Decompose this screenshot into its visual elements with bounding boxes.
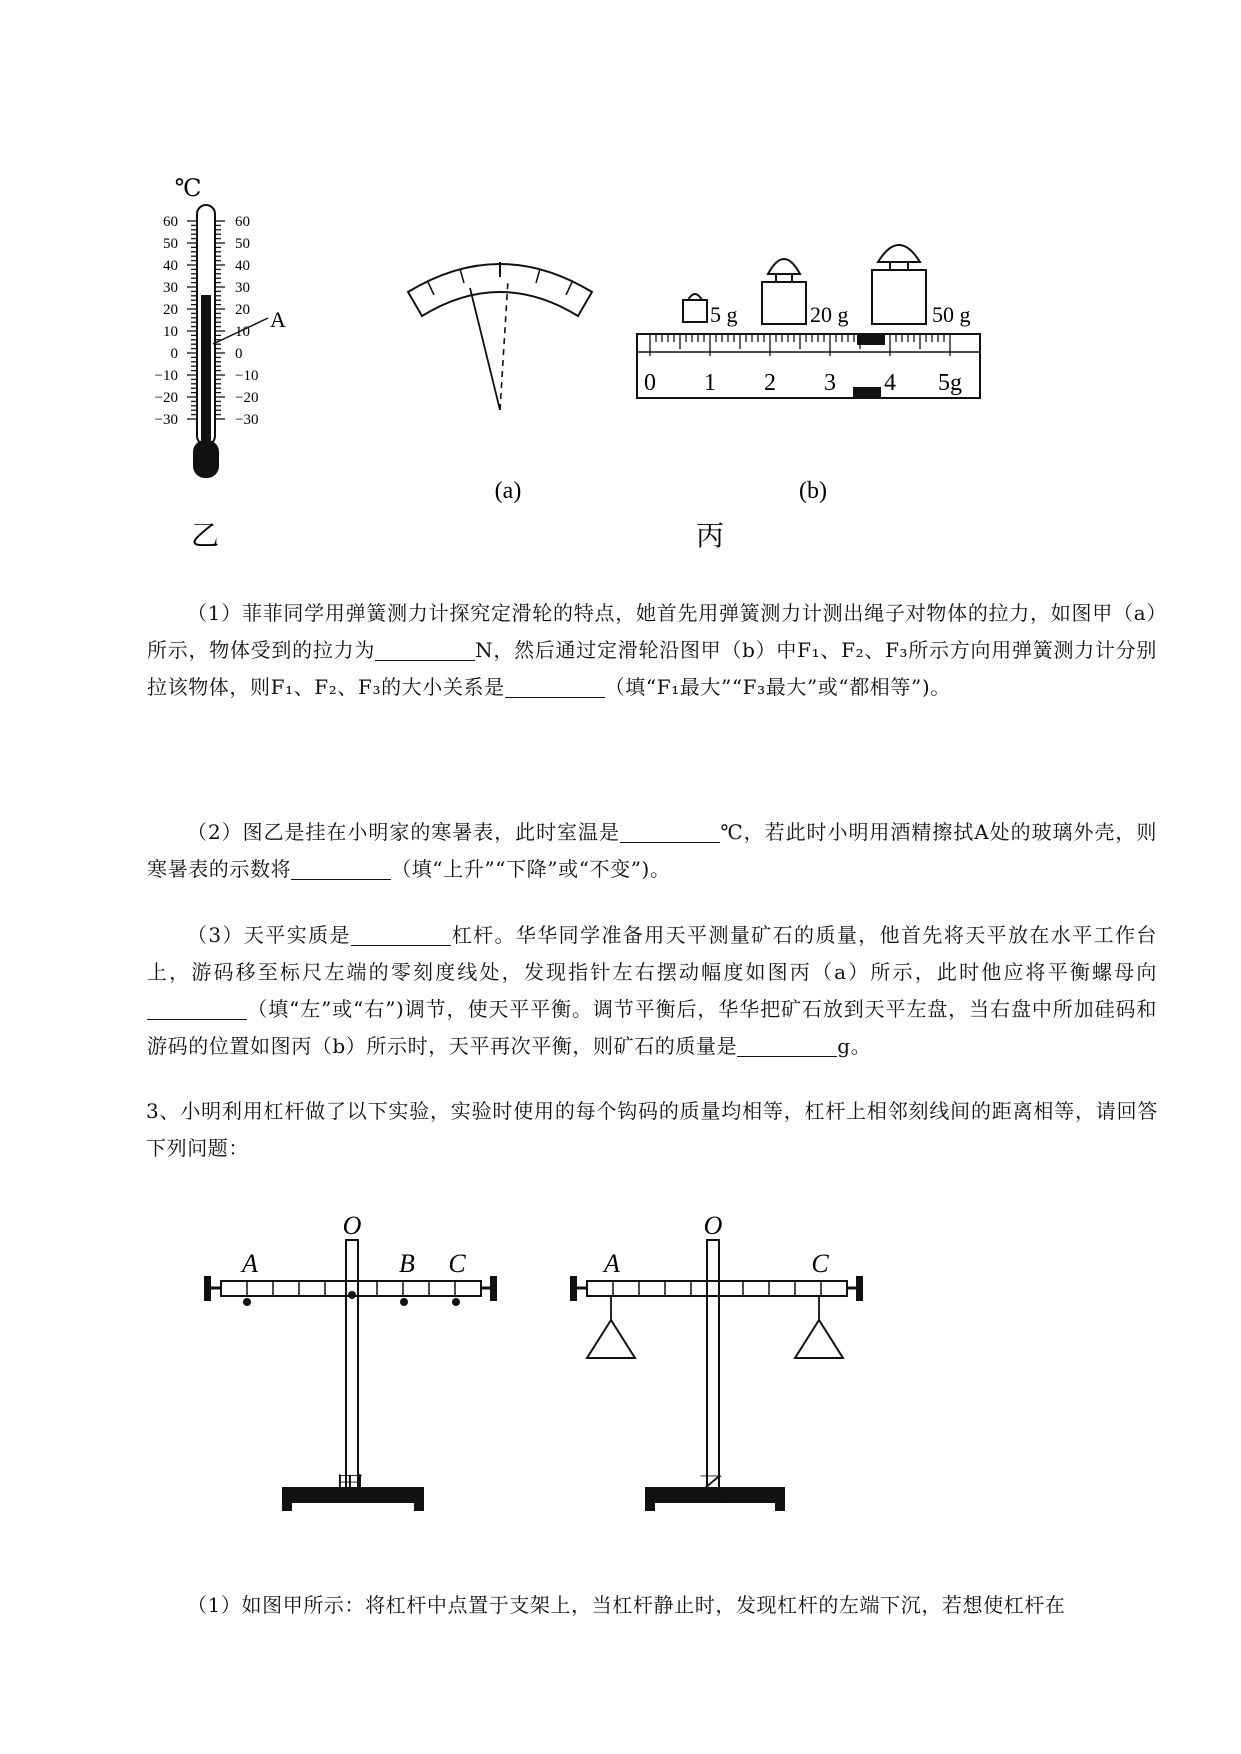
thermometer-scale-label: 30 (235, 280, 250, 296)
q3-stem: 3、小明利用杠杆做了以下实验，实验时使用的每个钩码的质量均相等，杠杆上相邻刻线间的距离相等，请回答下列问题： (146, 1099, 1158, 1160)
caption-b: (b) (799, 478, 827, 504)
thermometer-scale-label: 40 (235, 258, 250, 274)
thermometer-scale-label: 0 (235, 346, 243, 362)
thermometer-scale-label: 20 (235, 302, 250, 318)
thermometer-scale-label: −20 (154, 390, 178, 406)
thermometer-left-scale (155, 214, 178, 428)
thermometer-scale-label: 40 (163, 258, 178, 274)
caption-bing: 丙 (695, 521, 725, 552)
ruler-number: 2 (764, 370, 776, 396)
balance-pointer-dial (408, 262, 592, 504)
rider-bottom (853, 387, 881, 398)
answer-blank[interactable] (737, 1034, 837, 1057)
thermometer-scale-label: 0 (170, 346, 178, 362)
weight-20g-label: 20 g (810, 302, 849, 327)
lever-label-o: O (342, 1211, 362, 1240)
weight-20g (762, 282, 806, 324)
q2-part3: （3）天平实质是 杠杆。华华同学准备用天平测量矿石的质量，他首先将天平放在水平工作台上，游码移至标尺左端的零刻度线处，发现指针左右摆动幅度如图丙（a）所示，此时他应将平衡螺母向（填“左”或“右”)调节，使天平平衡。调节平衡后，华华把矿石放到天平左盘，当右盘中所加硅码和游码的位置如图丙（b）所示时，天平再次平衡，则矿石的质量是 g。 (147, 923, 1157, 1058)
weights-and-ruler (637, 245, 980, 504)
thermometer-scale-label: −30 (154, 412, 178, 428)
caption-a: (a) (494, 478, 522, 504)
figure-instruments (0, 0, 1241, 560)
caption-yi: 乙 (190, 521, 220, 552)
thermometer-scale-label: 50 (163, 236, 178, 252)
q2-part2: （2）图乙是挂在小明家的寒暑表，此时室温是 ℃，若此时小明用酒精擦拭A处的玻璃外壳，则寒暑表的示数将 （填“上升”“下降”或“不变”)。 (147, 820, 1157, 881)
thermometer-scale-label: −10 (235, 368, 259, 384)
figure-levers (0, 1200, 1241, 1520)
hanging-pan-right (795, 1320, 843, 1358)
lever-label-b: B (399, 1249, 415, 1278)
thermometer-scale-label: 10 (235, 324, 250, 340)
lever-label-o: O (703, 1211, 723, 1240)
weight-50g-label: 50 g (932, 302, 971, 327)
thermometer-scale-label: −20 (235, 390, 259, 406)
lever-label-a: A (604, 1249, 620, 1278)
thermometer-right-scale (235, 214, 258, 428)
hanging-pan-left (587, 1320, 635, 1358)
ruler-number: 3 (824, 370, 836, 396)
thermometer-scale-label: 20 (163, 302, 178, 318)
answer-blank[interactable] (147, 997, 247, 1020)
thermometer-scale-label: 60 (235, 214, 250, 230)
thermometer-scale-label: −30 (235, 412, 259, 428)
ruler-number: 5g (938, 370, 962, 396)
lever-label-a: A (242, 1249, 258, 1278)
ruler-number: 1 (704, 370, 716, 396)
answer-blank[interactable] (505, 675, 605, 698)
weight-50g (872, 270, 926, 324)
celsius-label: ℃ (174, 176, 202, 202)
lever-label-c: C (811, 1249, 829, 1278)
answer-blank[interactable] (620, 820, 720, 843)
ruler (637, 334, 980, 398)
thermometer-scale-label: 50 (235, 236, 250, 252)
thermometer (155, 176, 286, 552)
thermometer-scale-label: 30 (163, 280, 178, 296)
weight-5g-label: 5 g (710, 302, 738, 327)
answer-blank[interactable] (375, 638, 475, 661)
marker-a-label: A (270, 307, 286, 332)
ruler-number: 0 (644, 370, 656, 396)
answer-blank[interactable] (291, 857, 391, 880)
thermometer-scale-label: 60 (163, 214, 178, 230)
thermometer-scale-label: 10 (163, 324, 178, 340)
caption-yi-lever: 乙 (697, 1471, 727, 1506)
rider-top (857, 334, 885, 345)
weight-5g (683, 300, 707, 322)
thermometer-scale-label: −10 (154, 368, 178, 384)
answer-blank[interactable] (351, 923, 451, 946)
ruler-number: 4 (884, 370, 896, 396)
caption-jia: 甲 (335, 1471, 365, 1506)
lever-label-c: C (448, 1249, 466, 1278)
q2-part1: （1）菲菲同学用弹簧测力计探究定滑轮的特点，她首先用弹簧测力计测出绳子对物体的拉力，如图甲（a）所示，物体受到的拉力为 N，然后通过定滑轮沿图甲（b）中F₁、F₂、F₃所示方向用弹簧测力计分别拉该物体，则F₁、F₂、F₃的大小关系是 （填“F₁最大”“F₃最大”或“都相等”)。 (147, 601, 1157, 699)
q3-part1: （1）如图甲所示：将杠杆中点置于支架上，当杠杆静止时，发现杠杆的左端下沉，若想使杠杆在 (187, 1593, 1066, 1617)
